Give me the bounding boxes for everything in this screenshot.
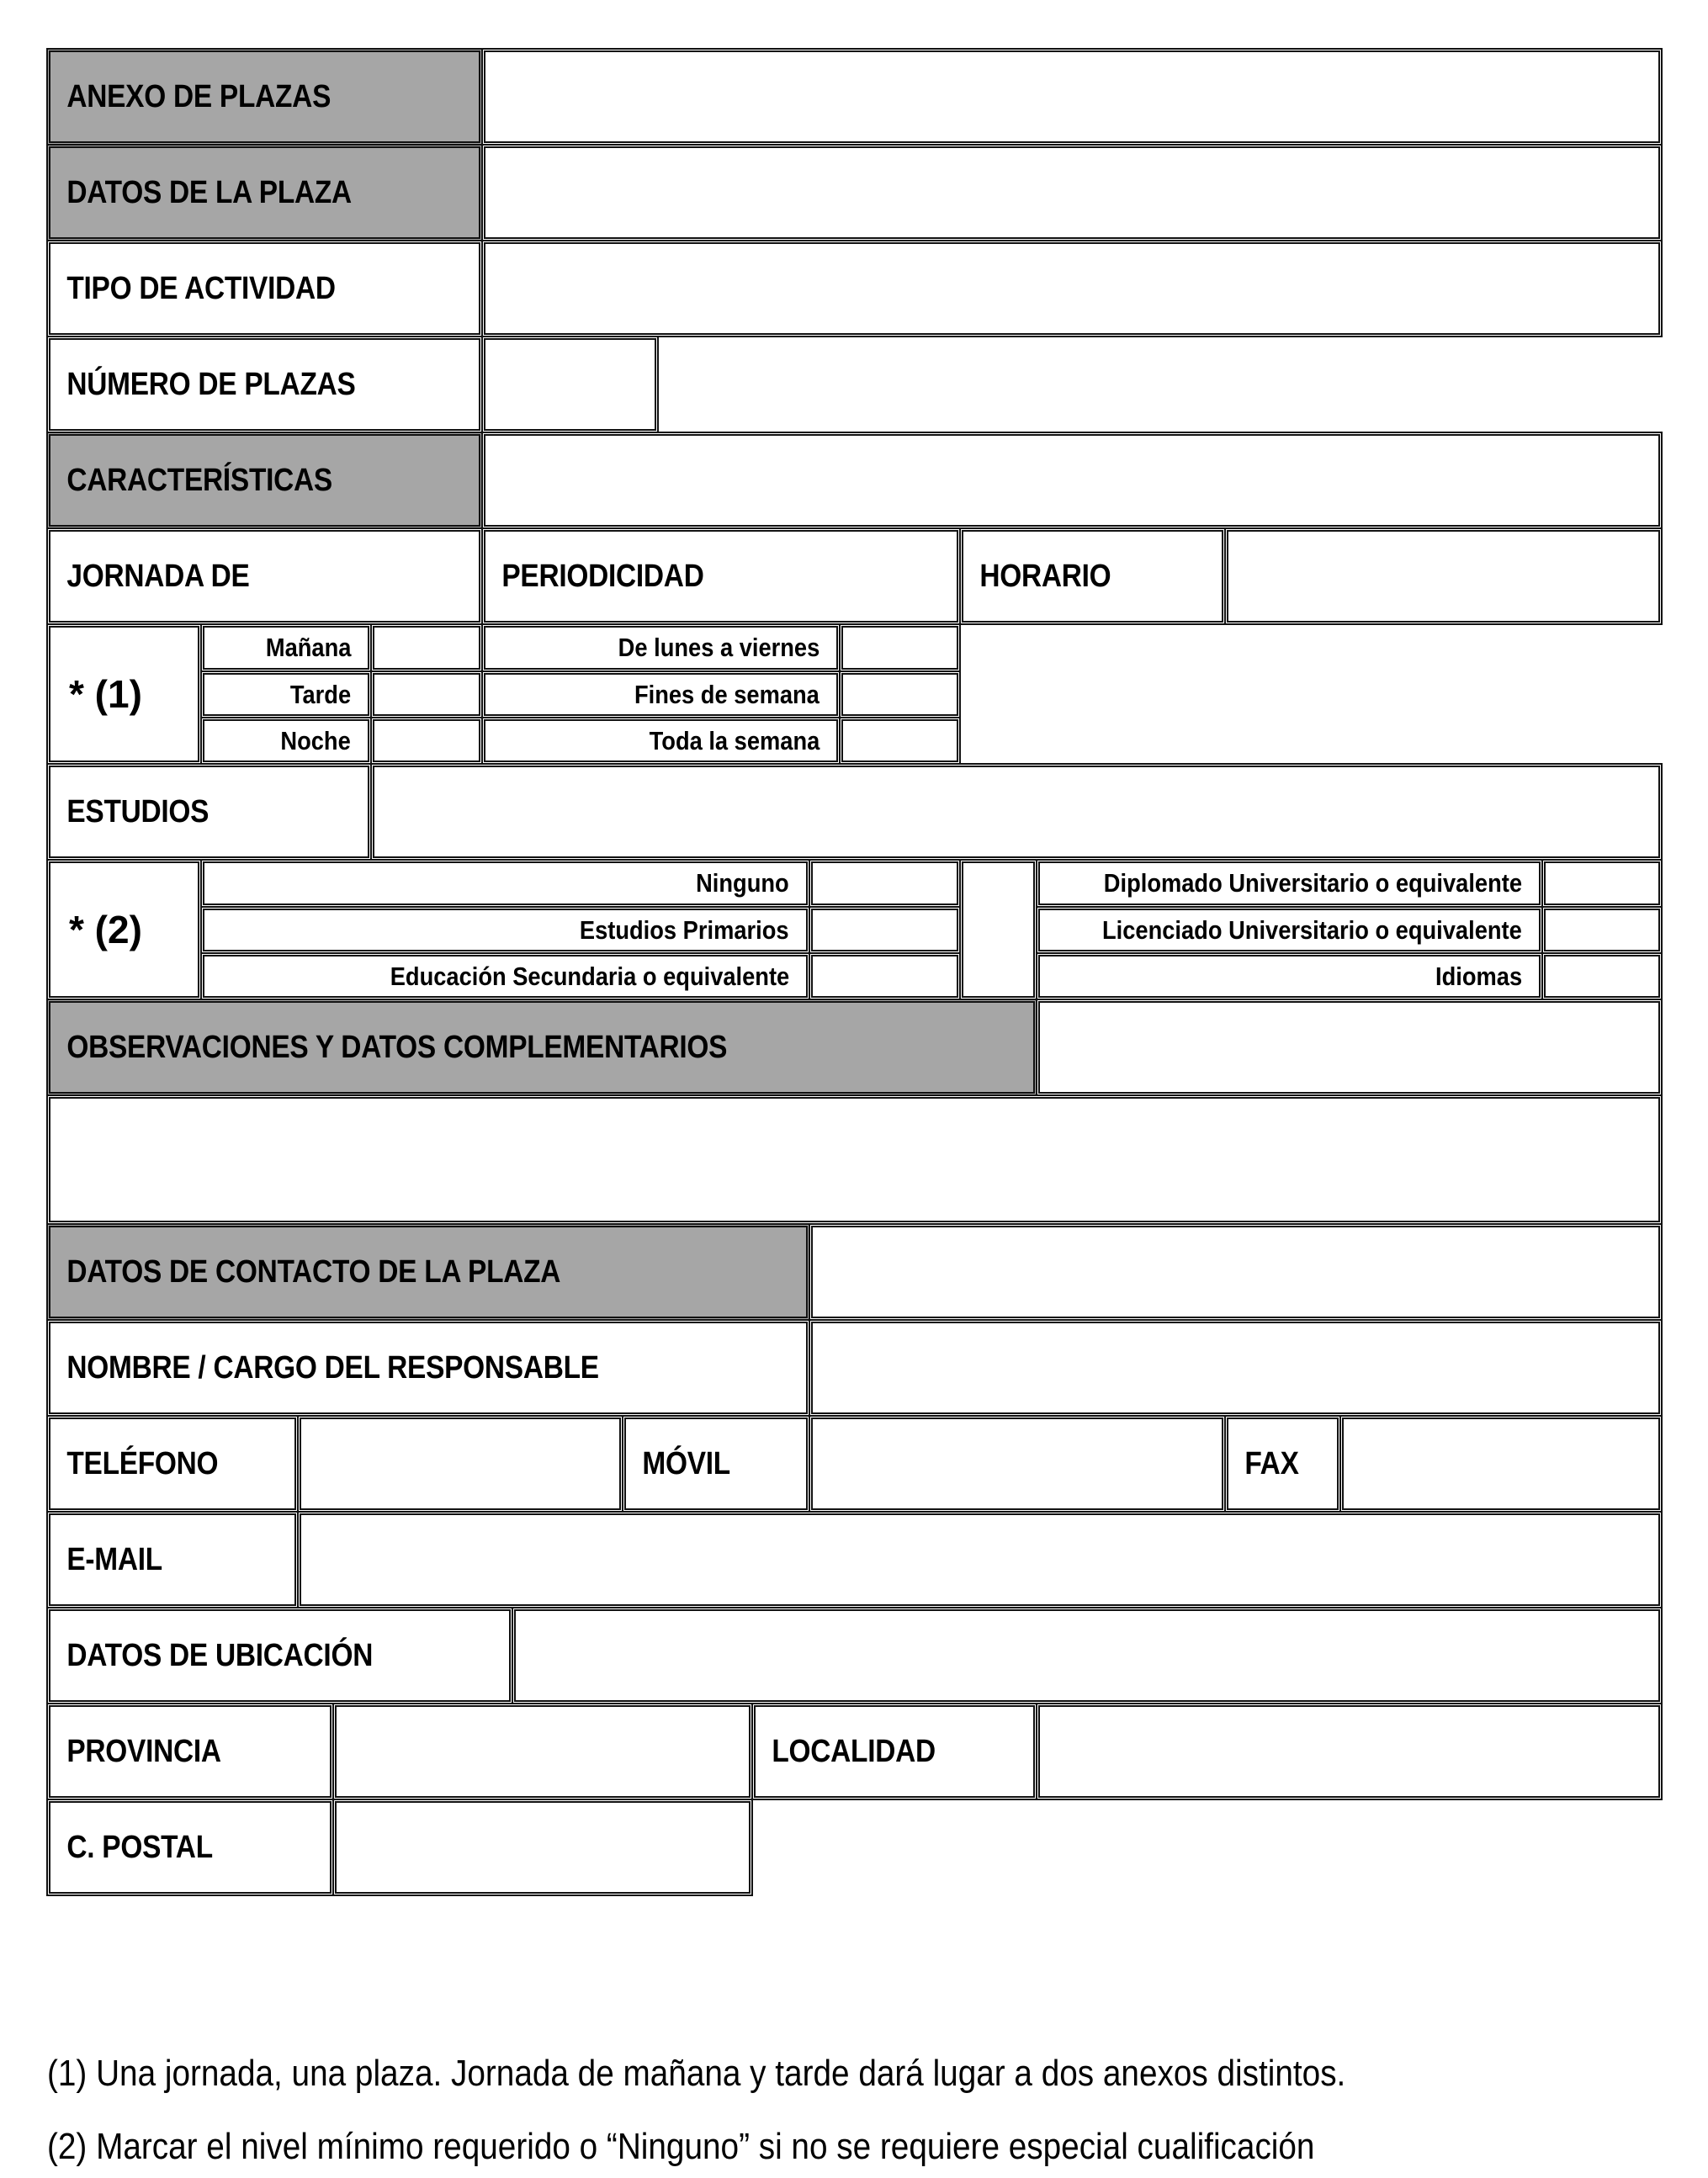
- anexo-title-cell: [46, 48, 483, 146]
- periodicidad-checkbox-fines-semana[interactable]: [839, 670, 961, 718]
- fax-label: FAX: [1244, 1445, 1299, 1481]
- tipo-actividad-label-cell: [46, 240, 483, 337]
- ubicacion-label-cell: [46, 1607, 513, 1704]
- jornada-label-cell: [46, 527, 483, 625]
- estudios-option-ninguno: Ninguno: [200, 859, 810, 908]
- localidad-field[interactable]: [1036, 1703, 1663, 1800]
- ubicacion-label: DATOS DE UBICACIÓN: [66, 1637, 374, 1673]
- caracteristicas-value-field[interactable]: [481, 432, 1663, 529]
- periodicidad-option-fines-semana: Fines de semana: [481, 670, 841, 718]
- periodicidad-checkbox-toda-semana[interactable]: [839, 717, 961, 765]
- movil-field[interactable]: [809, 1415, 1226, 1513]
- localidad-label-cell: [751, 1703, 1037, 1800]
- email-label-cell: [46, 1511, 299, 1608]
- estudios-checkbox-licenciado[interactable]: [1541, 906, 1663, 954]
- email-field[interactable]: [297, 1511, 1663, 1608]
- cpostal-field[interactable]: [332, 1799, 753, 1896]
- contacto-title-cell: [46, 1223, 810, 1321]
- jornada-option-manana: Mañana: [200, 623, 372, 672]
- numero-plazas-field[interactable]: [481, 336, 659, 433]
- telefono-label: TELÉFONO: [66, 1445, 219, 1481]
- anexo-value-field[interactable]: [481, 48, 1663, 146]
- observaciones-title-cell: [46, 999, 1037, 1096]
- movil-label: MÓVIL: [642, 1445, 730, 1481]
- fax-field[interactable]: [1339, 1415, 1663, 1513]
- observaciones-header-field[interactable]: [1036, 999, 1663, 1096]
- anexo-title: ANEXO DE PLAZAS: [66, 78, 332, 114]
- observaciones-title: OBSERVACIONES Y DATOS COMPLEMENTARIOS: [66, 1029, 728, 1065]
- datos-plaza-title: DATOS DE LA PLAZA: [66, 174, 352, 210]
- estudios-spacer-cell: [959, 859, 1037, 1000]
- estudios-option-primarios: Estudios Primarios: [200, 906, 810, 954]
- fax-label-cell: [1224, 1415, 1341, 1513]
- estudios-field[interactable]: [370, 763, 1663, 861]
- estudios-checkbox-ninguno[interactable]: [809, 859, 961, 908]
- footnote-1: (1) Una jornada, una plaza. Jornada de mañana y tarde dará lugar a dos anexos distintos.: [47, 2053, 1346, 2094]
- estudios-checkbox-primarios[interactable]: [809, 906, 961, 954]
- estudios-label: ESTUDIOS: [66, 793, 210, 829]
- horario-label: HORARIO: [979, 558, 1111, 594]
- jornada-option-noche: Noche: [200, 717, 372, 765]
- periodicidad-label-cell: [481, 527, 961, 625]
- numero-plazas-label-cell: [46, 336, 483, 433]
- provincia-field[interactable]: [332, 1703, 753, 1800]
- jornada-checkbox-noche[interactable]: [370, 717, 483, 765]
- note-ref-1: * (1): [46, 623, 202, 765]
- estudios-option-secundaria: Educación Secundaria o equivalente: [200, 952, 810, 1000]
- provincia-label-cell: [46, 1703, 334, 1800]
- ubicacion-field[interactable]: [512, 1607, 1663, 1704]
- footnote-2: (2) Marcar el nivel mínimo requerido o “Ninguno” si no se requiere especial cualificación: [47, 2126, 1315, 2167]
- periodicidad-option-lunes-viernes: De lunes a viernes: [481, 623, 841, 672]
- horario-field[interactable]: [1224, 527, 1663, 625]
- caracteristicas-title: CARACTERÍSTICAS: [66, 462, 332, 498]
- responsable-field[interactable]: [809, 1319, 1663, 1417]
- periodicidad-checkbox-lunes-viernes[interactable]: [839, 623, 961, 672]
- jornada-checkbox-tarde[interactable]: [370, 670, 483, 718]
- responsable-label: NOMBRE / CARGO DEL RESPONSABLE: [66, 1349, 599, 1386]
- periodicidad-option-toda-semana: Toda la semana: [481, 717, 841, 765]
- datos-plaza-value-field[interactable]: [481, 144, 1663, 241]
- estudios-option-diplomado: Diplomado Universitario o equivalente: [1036, 859, 1543, 908]
- note-ref-2: * (2): [46, 859, 202, 1000]
- telefono-label-cell: [46, 1415, 299, 1513]
- estudios-option-licenciado: Licenciado Universitario o equivalente: [1036, 906, 1543, 954]
- cpostal-label-cell: [46, 1799, 334, 1896]
- jornada-option-tarde: Tarde: [200, 670, 372, 718]
- observaciones-textarea[interactable]: [46, 1094, 1663, 1225]
- tipo-actividad-label: TIPO DE ACTIVIDAD: [66, 270, 336, 306]
- responsable-label-cell: [46, 1319, 810, 1417]
- cpostal-label: C. POSTAL: [66, 1829, 213, 1865]
- numero-plazas-label: NÚMERO DE PLAZAS: [66, 366, 356, 402]
- datos-plaza-title-cell: [46, 144, 483, 241]
- telefono-field[interactable]: [297, 1415, 623, 1513]
- estudios-checkbox-diplomado[interactable]: [1541, 859, 1663, 908]
- estudios-checkbox-secundaria[interactable]: [809, 952, 961, 1000]
- localidad-label: LOCALIDAD: [772, 1733, 936, 1769]
- tipo-actividad-field[interactable]: [481, 240, 1663, 337]
- movil-label-cell: [622, 1415, 810, 1513]
- estudios-checkbox-idiomas[interactable]: [1541, 952, 1663, 1000]
- contacto-header-field[interactable]: [809, 1223, 1663, 1321]
- provincia-label: PROVINCIA: [66, 1733, 221, 1769]
- estudios-option-idiomas: Idiomas: [1036, 952, 1543, 1000]
- estudios-label-cell: [46, 763, 372, 861]
- caracteristicas-title-cell: [46, 432, 483, 529]
- jornada-checkbox-manana[interactable]: [370, 623, 483, 672]
- jornada-label: JORNADA DE: [66, 558, 250, 594]
- contacto-title: DATOS DE CONTACTO DE LA PLAZA: [66, 1253, 561, 1290]
- horario-label-cell: [959, 527, 1226, 625]
- periodicidad-label: PERIODICIDAD: [501, 558, 704, 594]
- email-label: E-MAIL: [66, 1541, 162, 1577]
